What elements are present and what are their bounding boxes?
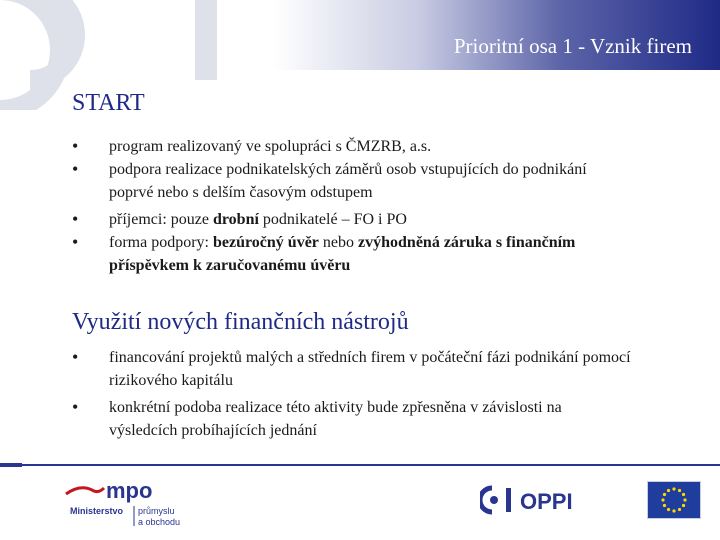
list-item-text: konkrétní podoba realizace této aktivity bude zpřesněna v závislosti na výsledcích probíhajících jednání	[109, 399, 562, 439]
svg-text:OPPI: OPPI	[520, 489, 573, 514]
list-item-text: financování projektů malých a středních firem v počáteční fázi podnikání pomocí rizikového kapitálu	[109, 349, 631, 389]
mpo-logo	[62, 478, 222, 530]
bullet-icon: •	[72, 159, 79, 179]
bullet-icon: •	[72, 232, 79, 252]
list-item-text: podpora realizace podnikatelských záměrů osob vstupujících do podnikání poprvé nebo s delším časovým odstupem	[109, 161, 587, 201]
list-item-text: zvýhodněná záruka s finančním příspěvkem k zaručovanému úvěru	[109, 234, 576, 274]
section-heading-start: START	[72, 90, 145, 116]
svg-text:Ministerstvo: Ministerstvo	[70, 506, 124, 516]
list-item	[72, 231, 632, 277]
slide-title: Prioritní osa 1 - Vznik firem	[453, 34, 692, 58]
list-item	[72, 346, 632, 392]
list-item-text: podnikatelé – FO i PO	[258, 211, 407, 228]
list-item-text: forma podpory:	[109, 234, 213, 251]
bullet-icon: •	[72, 136, 79, 156]
footer-divider	[0, 464, 720, 466]
eu-flag-icon	[647, 481, 701, 519]
list-item-text: nebo	[318, 234, 359, 251]
bullet-icon: •	[72, 397, 79, 417]
section-heading-financial-tools: Využití nových finančních nástrojů	[72, 309, 409, 335]
svg-text:průmyslu: průmyslu	[138, 506, 175, 516]
footer-divider-accent	[0, 463, 22, 467]
list-item-text: program realizovaný ve spolupráci s ČMZRB, a.s.	[109, 138, 432, 155]
list-item	[72, 158, 632, 204]
oppi-logo	[480, 480, 590, 520]
bullet-icon: •	[72, 209, 79, 229]
svg-text:a obchodu: a obchodu	[138, 517, 181, 527]
list-item-text: bezúročný úvěr	[212, 234, 319, 251]
list-item-text: příjemci: pouze	[109, 211, 213, 228]
list-item	[72, 396, 632, 442]
list-item	[72, 208, 632, 231]
start-bullet-list	[72, 135, 632, 277]
bullet-icon: •	[72, 347, 79, 367]
list-item	[72, 135, 632, 158]
list-item-text: drobní	[212, 211, 259, 228]
financial-tools-bullet-list	[72, 346, 632, 446]
svg-text:mpo: mpo	[106, 478, 153, 503]
